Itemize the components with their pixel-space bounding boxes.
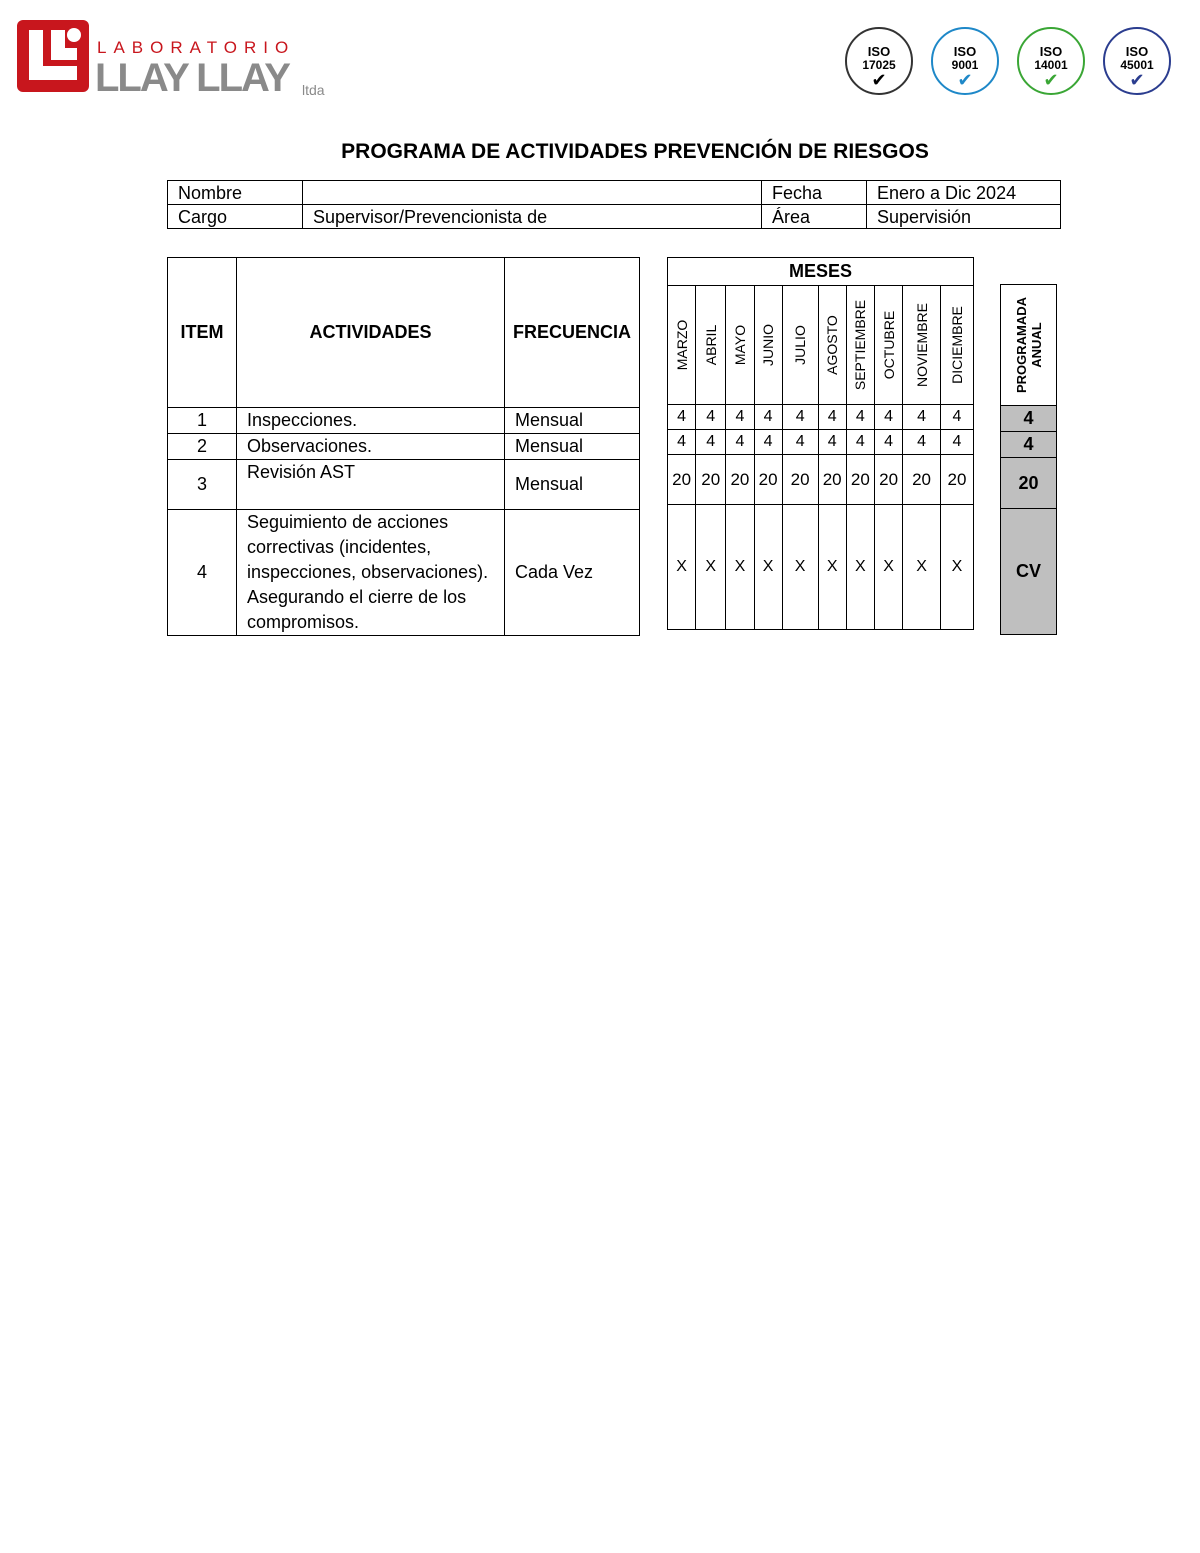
actividad-cell: Observaciones. [237, 434, 505, 460]
month-label: JULIO [792, 325, 809, 365]
month-value-cell: 20 [940, 455, 973, 505]
seal-iso-label: ISO [867, 44, 891, 59]
month-value-cell: 4 [818, 405, 846, 430]
check-icon: ✔ [871, 70, 887, 90]
frecuencia-cell: Mensual [505, 408, 640, 434]
month-value-cell: X [696, 505, 726, 630]
actividad-cell: Revisión AST [237, 460, 505, 510]
seal-number: 14001 [1034, 58, 1068, 72]
month-value-cell: 4 [846, 430, 874, 455]
seal-number: 9001 [951, 58, 979, 72]
logo-suffix: ltda [302, 82, 325, 98]
frecuencia-cell: Mensual [505, 460, 640, 510]
check-icon: ✔ [957, 70, 973, 90]
month-value-cell: 20 [754, 455, 782, 505]
logo-top-text: LABORATORIO [97, 38, 296, 57]
actividades-header: ACTIVIDADES [237, 258, 505, 408]
month-value-cell: 20 [903, 455, 941, 505]
month-value-cell: X [668, 505, 696, 630]
month-label: SEPTIEMBRE [852, 299, 869, 391]
month-value-cell: 20 [696, 455, 726, 505]
month-value-cell: X [726, 505, 754, 630]
month-value-cell: 4 [726, 430, 754, 455]
month-header [754, 286, 782, 405]
month-value-cell: 4 [874, 430, 902, 455]
check-icon: ✔ [1043, 70, 1059, 90]
month-header [940, 286, 973, 405]
month-label: MAYO [731, 324, 748, 366]
programada-header: PROGRAMADA ANUAL [1001, 285, 1057, 406]
month-value-cell: X [754, 505, 782, 630]
month-label: AGOSTO [824, 315, 841, 375]
month-value-cell: X [846, 505, 874, 630]
iso-45001-seal-icon [1098, 22, 1176, 100]
actividad-cell: Seguimiento de acciones correctivas (incidentes, inspecciones, observaciones). Asegurando el cierre de los compromisos. [237, 510, 505, 636]
area-value: Supervisión [867, 205, 1061, 229]
iso-17025-seal-icon [840, 22, 918, 100]
month-value-cell: 4 [903, 430, 941, 455]
frecuencia-cell: Cada Vez [505, 510, 640, 636]
item-cell: 4 [168, 510, 237, 636]
annual-cell: 20 [1001, 458, 1057, 509]
month-value-cell: X [782, 505, 818, 630]
month-value-cell: 4 [726, 405, 754, 430]
seal-number: 17025 [862, 58, 896, 72]
logo-mark-icon [17, 20, 89, 92]
item-cell: 1 [168, 408, 237, 434]
month-header [818, 286, 846, 405]
item-cell: 3 [168, 460, 237, 510]
month-header [696, 286, 726, 405]
month-value-cell: 4 [782, 430, 818, 455]
fecha-value: Enero a Dic 2024 [867, 181, 1061, 205]
month-value-cell: 20 [874, 455, 902, 505]
info-table [167, 180, 1061, 229]
month-header [846, 286, 874, 405]
seal-iso-label: ISO [953, 44, 977, 59]
month-value-cell: X [818, 505, 846, 630]
activities-table [167, 257, 640, 636]
month-header [903, 286, 941, 405]
month-value-cell: 20 [726, 455, 754, 505]
month-header [782, 286, 818, 405]
seal-iso-label: ISO [1125, 44, 1149, 59]
month-label: DICIEMBRE [948, 306, 965, 384]
month-value-cell: 4 [818, 430, 846, 455]
month-label: OCTUBRE [880, 310, 897, 380]
fecha-label: Fecha [762, 181, 867, 205]
item-cell: 2 [168, 434, 237, 460]
month-label: JUNIO [760, 324, 777, 366]
month-value-cell: 20 [782, 455, 818, 505]
iso-14001-seal-icon [1012, 22, 1090, 100]
check-icon: ✔ [1129, 70, 1145, 90]
cargo-label: Cargo [168, 205, 303, 229]
month-label: ABRIL [702, 324, 719, 366]
month-value-cell: 20 [818, 455, 846, 505]
month-value-cell: X [874, 505, 902, 630]
annual-table [1000, 284, 1057, 635]
month-value-cell: 4 [903, 405, 941, 430]
nombre-value [303, 181, 762, 205]
month-value-cell: 4 [668, 430, 696, 455]
month-label: NOVIEMBRE [913, 302, 930, 388]
frecuencia-cell: Mensual [505, 434, 640, 460]
month-value-cell: 4 [874, 405, 902, 430]
page-title: PROGRAMA DE ACTIVIDADES PREVENCIÓN DE RIESGOS [341, 140, 929, 163]
month-value-cell: 4 [696, 430, 726, 455]
logo-bottom-text: LLAY LLAY [95, 56, 289, 100]
cargo-value: Supervisor/Prevencionista de [303, 205, 762, 229]
month-header [726, 286, 754, 405]
month-value-cell: X [940, 505, 973, 630]
nombre-label: Nombre [168, 181, 303, 205]
month-value-cell: 4 [696, 405, 726, 430]
meses-header: MESES [668, 258, 974, 286]
month-value-cell: 20 [846, 455, 874, 505]
month-label: MARZO [673, 319, 690, 371]
actividad-cell: Inspecciones. [237, 408, 505, 434]
month-header [874, 286, 902, 405]
month-value-cell: 4 [754, 405, 782, 430]
month-value-cell: 4 [782, 405, 818, 430]
months-table [667, 257, 974, 630]
month-value-cell: 4 [940, 430, 973, 455]
iso-9001-seal-icon [926, 22, 1004, 100]
month-header [668, 286, 696, 405]
item-header: ITEM [168, 258, 237, 408]
month-value-cell: 4 [754, 430, 782, 455]
annual-cell: CV [1001, 509, 1057, 635]
frecuencia-header: FRECUENCIA [505, 258, 640, 408]
month-value-cell: 4 [940, 405, 973, 430]
company-logo [17, 20, 337, 100]
month-value-cell: X [903, 505, 941, 630]
annual-cell: 4 [1001, 432, 1057, 458]
month-value-cell: 4 [668, 405, 696, 430]
seal-number: 45001 [1120, 58, 1154, 72]
month-value-cell: 4 [846, 405, 874, 430]
annual-cell: 4 [1001, 406, 1057, 432]
seal-iso-label: ISO [1039, 44, 1063, 59]
area-label: Área [762, 205, 867, 229]
month-value-cell: 20 [668, 455, 696, 505]
